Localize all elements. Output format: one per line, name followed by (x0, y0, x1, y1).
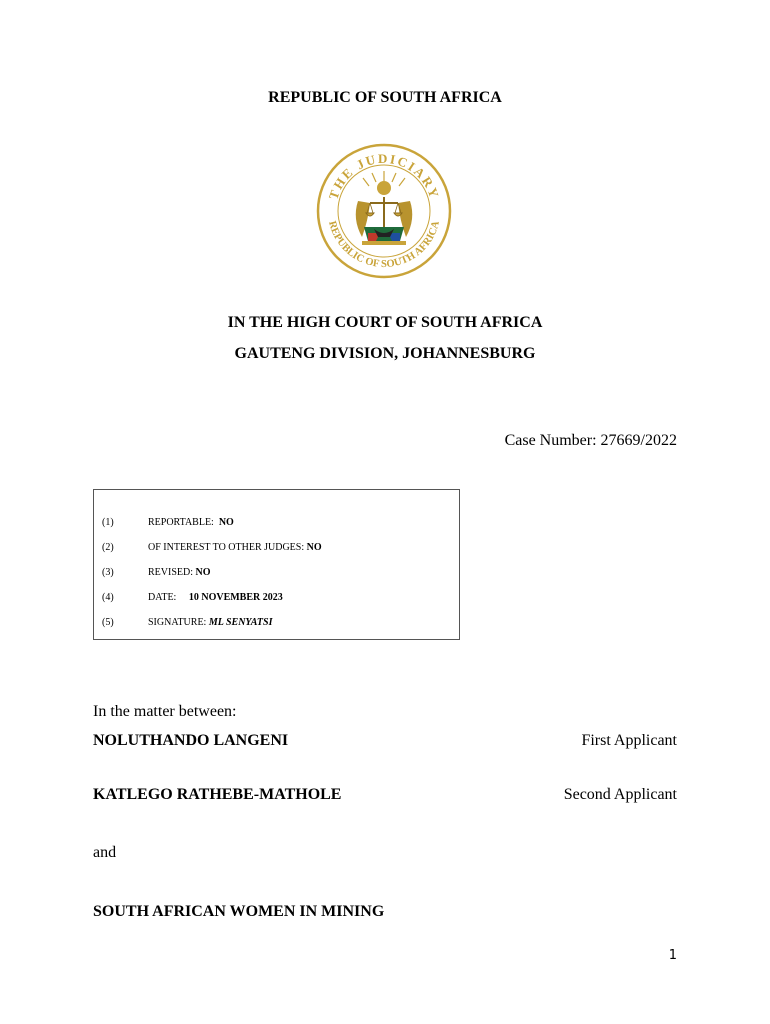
judiciary-seal-icon (314, 141, 454, 281)
respondent-name: SOUTH AFRICAN WOMEN IN MINING (93, 903, 385, 920)
court-name-heading: IN THE HIGH COURT OF SOUTH AFRICA (227, 314, 543, 331)
division-heading: GAUTENG DIVISION, JOHANNESBURG (234, 345, 536, 362)
and-separator: and (93, 844, 117, 861)
revised-label: REVISED: (148, 567, 196, 578)
first-applicant-role: First Applicant (581, 732, 677, 749)
status-row-number: (4) (102, 592, 114, 603)
interest-label: OF INTEREST TO OTHER JUDGES: (148, 542, 307, 553)
interest-value: NO (306, 542, 322, 553)
status-row-number: (5) (102, 617, 114, 628)
status-row-number: (1) (102, 517, 114, 528)
status-row-label (148, 617, 272, 628)
second-applicant-name: KATLEGO RATHEBE-MATHOLE (93, 786, 342, 803)
status-row-label (148, 542, 322, 553)
reportable-label: REPORTABLE: (148, 517, 219, 528)
seal-bottom-text: REPUBLIC OF SOUTH AFRICA (326, 219, 442, 271)
status-row-label (148, 592, 283, 603)
page-number: 1 (668, 948, 677, 963)
status-row-number: (2) (102, 542, 114, 553)
reportable-value: NO (218, 517, 234, 528)
status-row-label (148, 517, 234, 528)
date-value: 10 NOVEMBER 2023 (188, 592, 283, 603)
signature-label: SIGNATURE: (148, 617, 209, 628)
date-label: DATE: (148, 592, 189, 603)
matter-intro: In the matter between: (93, 703, 237, 720)
seal-top-text: THE JUDICIARY (325, 150, 443, 202)
country-heading: REPUBLIC OF SOUTH AFRICA (268, 89, 502, 106)
first-applicant-name: NOLUTHANDO LANGENI (93, 732, 289, 749)
second-applicant-role: Second Applicant (563, 786, 677, 803)
signature-value: ML SENYATSI (208, 617, 273, 628)
case-number: Case Number: 27669/2022 (504, 432, 677, 449)
judgment-status-box (93, 489, 460, 640)
status-row-label (148, 567, 211, 578)
revised-value: NO (195, 567, 211, 578)
status-row-number: (3) (102, 567, 114, 578)
